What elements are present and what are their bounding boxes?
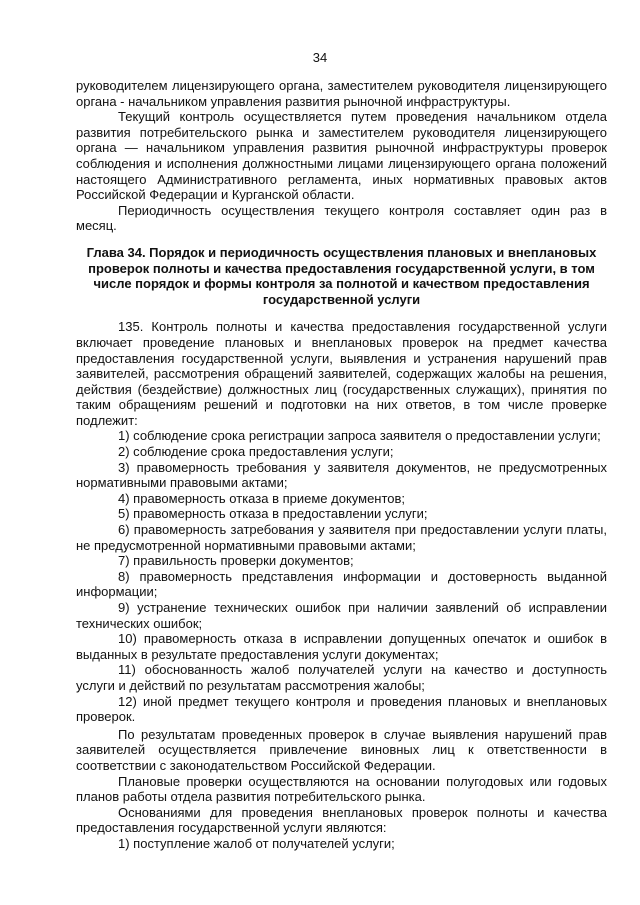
chapter-title: Глава 34. Порядок и периодичность осуществления плановых и внеплановых проверок полноты и качества предоставления государственной услуги, в том числе порядок и формы контроля за полнотой и качеством предоставления государственной услуги [86,244,597,307]
list-item: 1) соблюдение срока регистрации запроса заявителя о предоставлении услуги; [118,428,601,444]
section-intro: 135. Контроль полноты и качества предоставления государственной услуги включает проведение плановых и внеплановых проверок на предмет качества предоставления государственной услуги, выявления и устранения нарушений прав заявителей, рассмотрения обращений заявителей, содержащих жалобы на решения, действия (бездействие) должностных лиц (государственных служащих), принятия по таким обращениям решений и подготовки на них ответов, в том числе проверке подлежит: [76,319,607,428]
paragraph: Периодичность осуществления текущего контроля составляет один раз в месяц. [76,202,607,234]
paragraph: Основаниями для проведения внеплановых проверок полноты и качества предоставления государственной услуги являются: [76,804,607,836]
list-item: 8) правомерность представления информации и достоверность выданной информации; [76,568,607,600]
list-item: 11) обоснованность жалоб получателей услуги на качество и доступность услуги и действий по результатам рассмотрения жалобы; [76,662,607,693]
list-item: 4) правомерность отказа в приеме документов; [118,490,406,506]
page-number: 34 [312,50,328,65]
paragraph: Текущий контроль осуществляется путем проведения начальником отдела развития потребительского рынка и заместителем руководителя лицензирующего органа — начальником управления развития рыночной инфраструктуры проверок соблюдения и исполнения должностными лицами лицензирующего органа положений настоящего Административного регламента, иных нормативных правовых актов Российской Федерации и Курганской области. [76,109,607,203]
list-item: 7) правильность проверки документов; [118,553,354,569]
list-item: 6) правомерность затребования у заявителя при предоставлении услуги платы, не предусмотренной нормативными правовыми актами; [76,522,607,553]
list-item: 12) иной предмет текущего контроля и проведения плановых и внеплановых проверок. [76,693,607,725]
checklist [76,428,607,724]
list-item: 3) правомерность требования у заявителя документов, не предусмотренных нормативными правовыми актами; [76,459,607,491]
list-item: 9) устранение технических ошибок при наличии заявлений об исправлении технических ошибок; [76,600,607,631]
paragraph: Плановые проверки осуществляются на основании полугодовых или годовых планов работы отдела развития потребительского рынка. [76,773,607,805]
list-item: 5) правомерность отказа в предоставлении услуги; [118,506,428,522]
document-body [76,78,607,852]
list-item: 1) поступление жалоб от получателей услуги; [118,835,395,851]
paragraph: руководителем лицензирующего органа, заместителем руководителя лицензирующего органа - начальником управления развития рыночной инфраструктуры. [76,78,607,109]
paragraph: По результатам проведенных проверок в случае выявления нарушений прав заявителей осуществляется привлечение виновных лиц к ответственности в соответствии с законодательством Российской Федерации. [76,726,607,773]
list-item: 10) правомерность отказа в исправлении допущенных опечаток и ошибок в выданных в результате предоставления услуги документах; [76,631,607,662]
list-item: 2) соблюдение срока предоставления услуги; [118,444,394,460]
